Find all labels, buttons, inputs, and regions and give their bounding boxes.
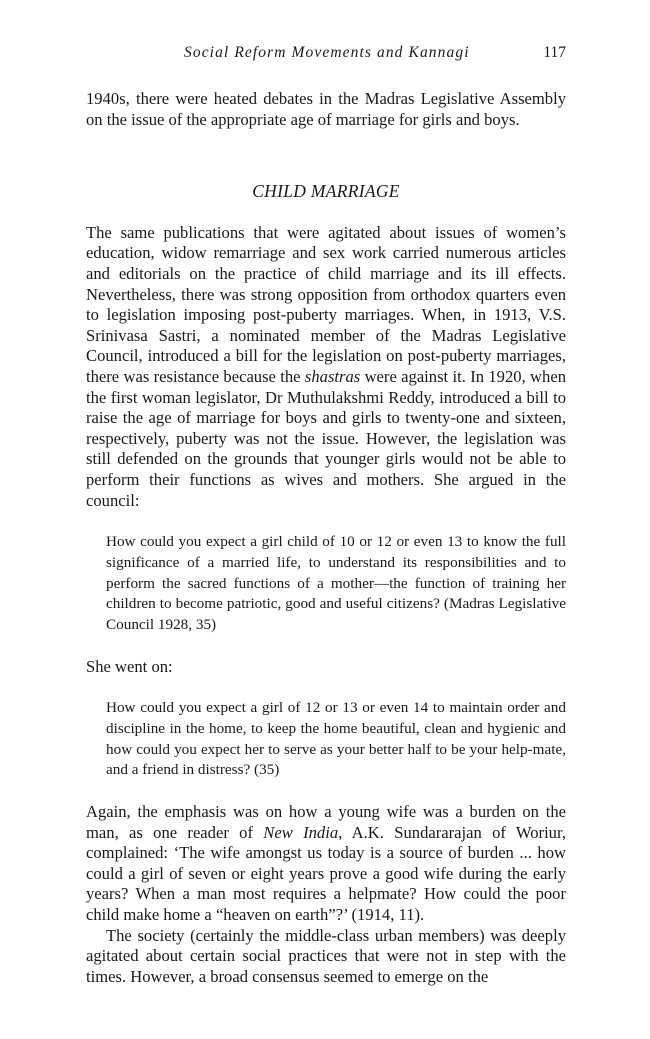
paragraph-society: The society (certainly the middle-class urban members) was deeply agitated about certain social practices that were not in step with the times. However, a broad consensus seemed to emerge on the: [86, 925, 566, 986]
running-head: [86, 44, 566, 64]
paragraph-she-went-on: She went on:: [86, 656, 173, 676]
paragraph-text: Again, the emphasis was on how a young wife was a burden on the man, as one reader of: [86, 802, 566, 842]
page-body: [86, 89, 566, 987]
running-head-title: Social Reform Movements and Kannagi: [184, 44, 470, 61]
paragraph-text: The same publications that were agitated about issues of women’s education, widow remarriage and sex work carried numerous articles and editorials on the practice of child marriage and its ill effects. Nevertheless, there was strong opposition from orthodox quarters even to legislation imposing post-puberty marriages. When, in 1913, V.S. Srinivasa Sastri, a nominated member of the Madras Legislative Council, introduced a bill for the legislation on post-puberty marriages, there was resistance because the: [86, 222, 566, 386]
paragraph-burden: [86, 802, 566, 926]
paragraph-continued: 1940s, there were heated debates in the Madras Legislative Assembly on the issue of the appropriate age of marriage for girls and boys.: [86, 89, 566, 129]
page-number: 117: [543, 44, 566, 61]
paragraph-text: , A.K. Sundararajan of Woriur, complained: ‘The wife amongst us today is a source of burden ... how could a girl of seven or eight years prove a good wife during the early years? When a man most requires a helpmate? How could the poor child make home a “heaven on earth”?’ (1914, 11).: [86, 822, 566, 924]
block-quote: How could you expect a girl child of 10 or 12 or even 13 to know the full significance of a married life, to understand its responsibilities and to perform the sacred functions of a mother—the function of training her children to become patriotic, good and useful citizens? (Madras Legislative Council 1928, 35): [106, 533, 566, 633]
emphasis-text: New India: [263, 822, 339, 842]
paragraph-child-marriage: [86, 223, 566, 511]
section-heading: CHILD MARRIAGE: [252, 181, 400, 202]
emphasis-text: shastras: [304, 366, 361, 386]
paragraph-text: were against it. In 1920, when the first woman legislator, Dr Muthulakshmi Reddy, introduced a bill to raise the age of marriage for boys and girls to twenty-one and sixteen, respectively, puberty was not the issue. However, the legislation was still defended on the grounds that younger girls would not be able to perform their functions as wives and mothers. She argued in the council:: [86, 366, 566, 510]
block-quote: How could you expect a girl of 12 or 13 or even 14 to maintain order and discipline in the home, to keep the home beautiful, clean and hygienic and how could you expect her to serve as your better half to be your help-mate, and a friend in distress? (35): [106, 699, 566, 779]
